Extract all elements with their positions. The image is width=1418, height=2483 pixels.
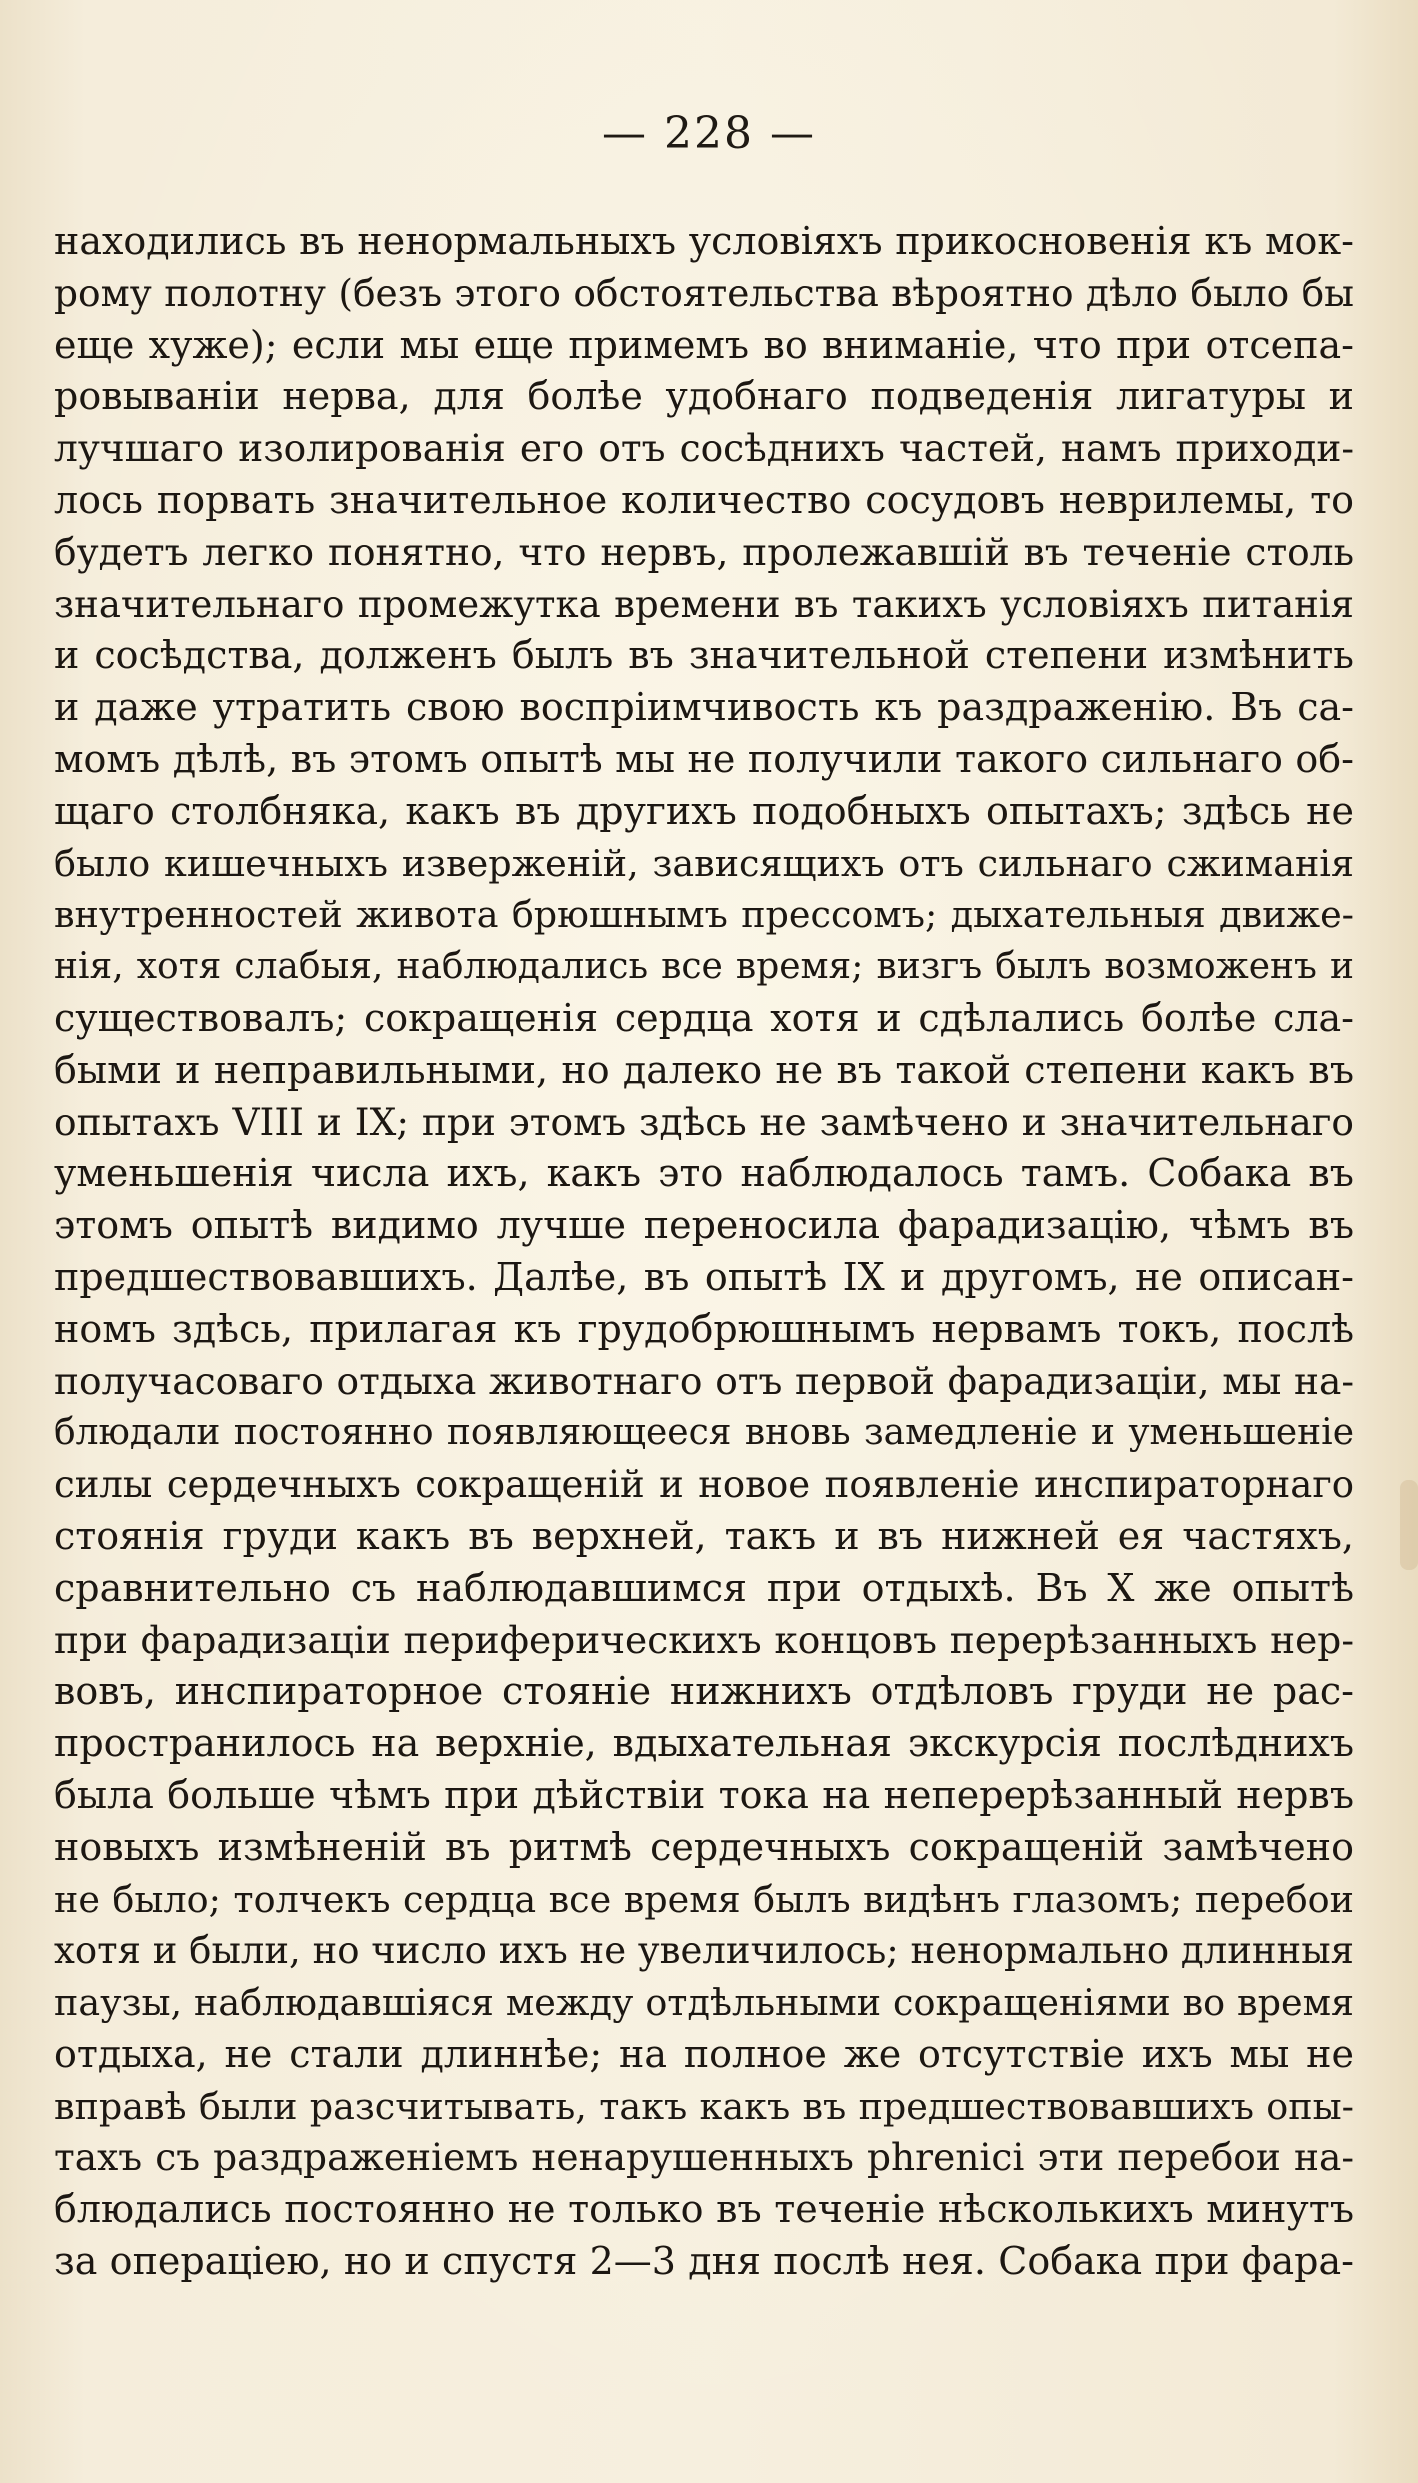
text-line: блюдали постоянно появляющееся вновь замедленіе и уменьшеніе: [54, 1412, 1354, 1454]
text-line: еще хуже); если мы еще примемъ во вниманіе, что при отсепа-: [54, 322, 1354, 367]
text-line: ровываніи нерва, для болѣе удобнаго подведенія лигатуры и: [54, 374, 1354, 419]
text-line: момъ дѣлѣ, въ этомъ опытѣ мы не получили такого сильнаго об-: [54, 736, 1354, 781]
text-line: за операціею, но и спустя 2—3 дня послѣ нея. Собака при фара-: [54, 2239, 1354, 2284]
text-line: рому полотну (безъ этого обстоятельства вѣроятно дѣло было бы: [54, 270, 1354, 315]
text-line: значительнаго промежутка времени въ такихъ условіяхъ питанія: [54, 582, 1354, 626]
text-line: лось порвать значительное количество сосудовъ неврилемы, то: [54, 477, 1354, 522]
text-line: было кишечныхъ изверженій, зависящихъ отъ сильнаго сжиманія: [54, 841, 1354, 885]
text-line: опытахъ VIII и IX; при этомъ здѣсь не замѣчено и значительнаго: [54, 1099, 1354, 1144]
text-line: при фарадизаціи периферическихъ концовъ перерѣзанныхъ нер-: [54, 1617, 1354, 1662]
text-line: получасоваго отдыха животнаго отъ первой фарадизаціи, мы на-: [54, 1358, 1354, 1403]
text-line: щаго столбняка, какъ въ другихъ подобныхъ опытахъ; здѣсь не: [54, 788, 1354, 833]
text-line: паузы, наблюдавшіяся между отдѣльными сокращеніями во время: [54, 1981, 1354, 2025]
text-line: находились въ ненормальныхъ условіяхъ прикосновенія къ мок-: [54, 219, 1354, 263]
text-line: силы сердечныхъ сокращеній и новое появленіе инспираторнаго: [54, 1463, 1354, 1507]
text-line: этомъ опытѣ видимо лучше переносила фарадизацію, чѣмъ въ: [54, 1203, 1354, 1248]
text-line: быми и неправильными, но далеко не въ такой степени какъ въ: [54, 1047, 1354, 1092]
paper-stain: [1400, 1480, 1418, 1570]
text-line: сравнительно съ наблюдавшимся при отдыхѣ. Въ X же опытѣ: [54, 1565, 1354, 1610]
text-line: вовъ, инспираторное стояніе нижнихъ отдѣловъ груди не рас-: [54, 1669, 1354, 1714]
text-line: внутренностей живота брюшнымъ прессомъ; дыхательныя движе-: [54, 893, 1354, 937]
text-line: стоянія груди какъ въ верхней, такъ и въ нижней ея частяхъ,: [54, 1513, 1354, 1558]
text-line: лучшаго изолированія его отъ сосѣднихъ частей, намъ приходи-: [54, 426, 1354, 471]
text-line: не было; толчекъ сердца все время былъ видѣнъ глазомъ; перебои: [54, 1877, 1354, 1921]
text-line: номъ здѣсь, прилагая къ грудобрюшнымъ нервамъ токъ, послѣ: [54, 1306, 1354, 1351]
text-line: существовалъ; сокращенія сердца хотя и сдѣлались болѣе сла-: [54, 995, 1354, 1040]
body-text: [54, 216, 1354, 2288]
text-line: вправѣ были разсчитывать, такъ какъ въ предшествовавшихъ опы-: [54, 2084, 1354, 2128]
text-line: предшествовавшихъ. Далѣе, въ опытѣ IX и другомъ, не описан-: [54, 1254, 1354, 1299]
text-line: и сосѣдства, долженъ былъ въ значительной степени измѣнить: [54, 633, 1354, 678]
text-line: блюдались постоянно не только въ теченіе нѣсколькихъ минутъ: [54, 2187, 1354, 2232]
text-line: пространилось на верхніе, вдыхательная экскурсія послѣднихъ: [54, 1721, 1354, 1766]
text-line: уменьшенія числа ихъ, какъ это наблюдалось тамъ. Собака въ: [54, 1151, 1354, 1196]
text-line: нія, хотя слабыя, наблюдались все время; визгъ былъ возможенъ и: [54, 946, 1354, 988]
text-line: отдыха, не стали длиннѣе; на полное же отсутствіе ихъ мы не: [54, 2031, 1354, 2076]
text-line: хотя и были, но число ихъ не увеличилось; ненормально длинныя: [54, 1929, 1354, 1973]
text-line: новыхъ измѣненій въ ритмѣ сердечныхъ сокращеній замѣчено: [54, 1824, 1354, 1869]
text-line: будетъ легко понятно, что нервъ, пролежавшій въ теченіе столь: [54, 529, 1354, 574]
text-line: тахъ съ раздраженіемъ ненарушенныхъ phrenici эти перебои на-: [54, 2135, 1354, 2180]
text-line: была больше чѣмъ при дѣйствіи тока на неперерѣзанный нервъ: [54, 1772, 1354, 1817]
text-line: и даже утратить свою воспріимчивость къ раздраженію. Въ са-: [54, 685, 1354, 730]
page-number: — 228 —: [602, 108, 816, 159]
